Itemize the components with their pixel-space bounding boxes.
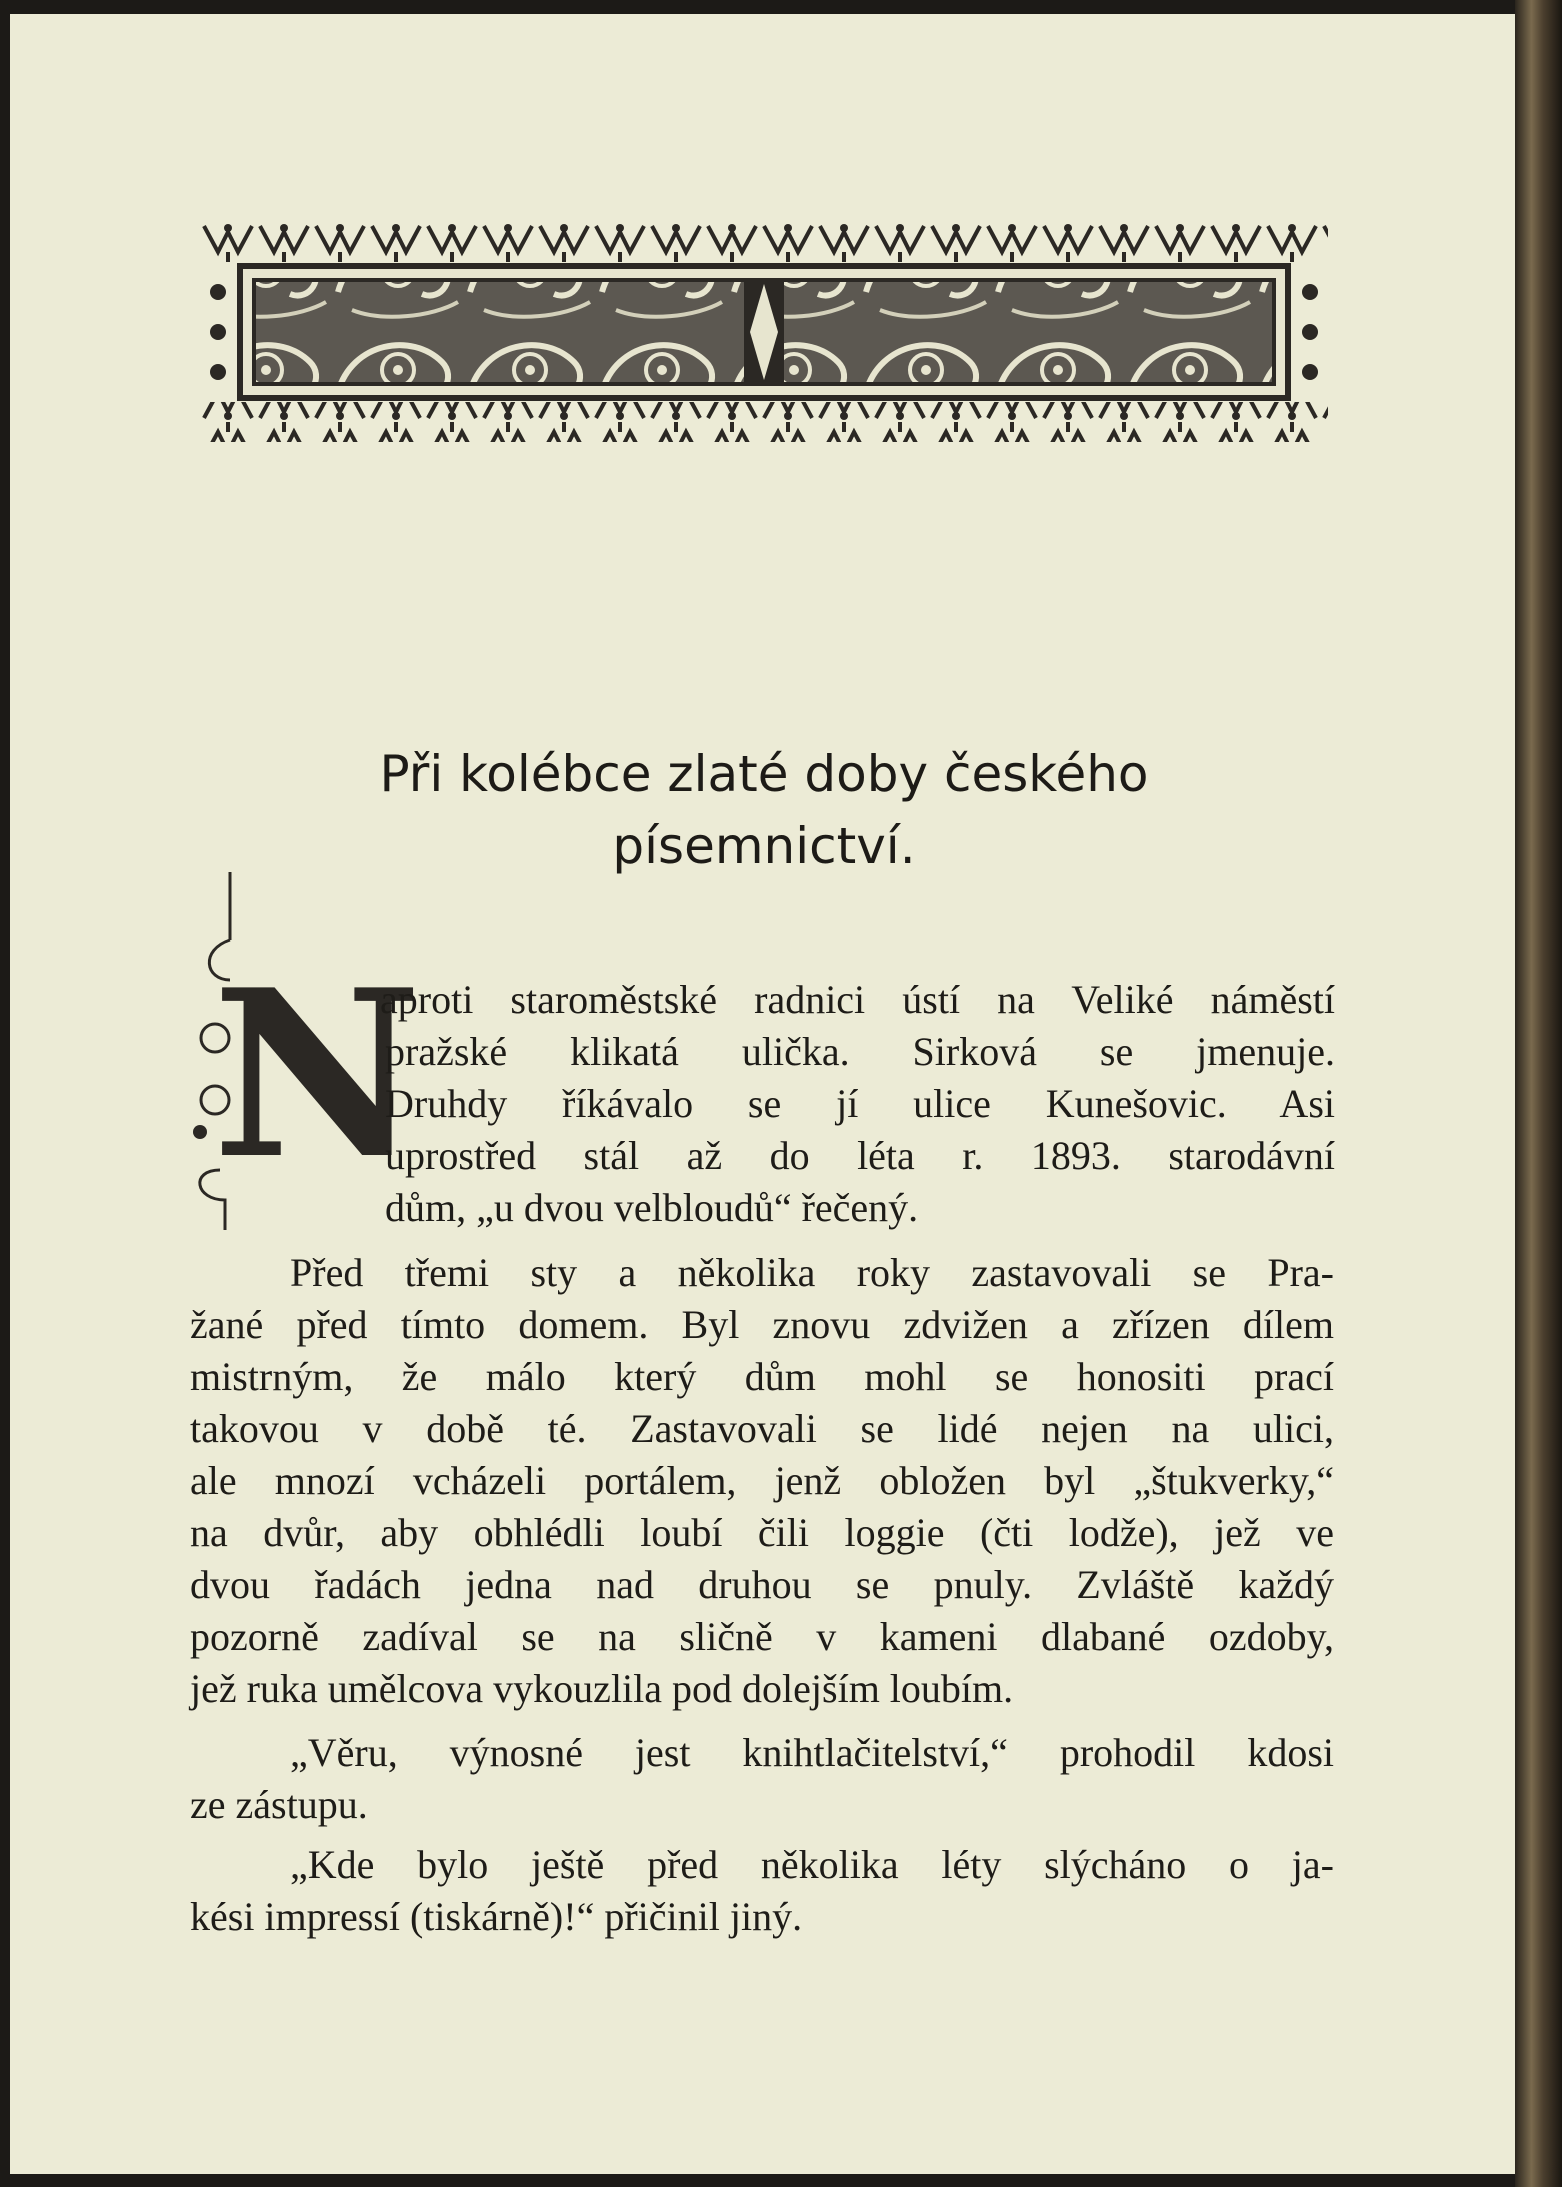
paragraph-1-line: Druhdy říkávalo se jí ulice Kunešovic. Asi (385, 1081, 1335, 1126)
paragraph-2-line: jež ruka umělcova vykouzlila pod dolejším loubím. (190, 1666, 1014, 1711)
paragraph-2-line: mistrným, že málo který dům mohl se honositi prací (190, 1354, 1334, 1399)
book-spine (1515, 0, 1562, 2187)
decorated-initial (190, 870, 423, 1230)
paragraph-2 (190, 1247, 1334, 1715)
paragraph-4-line: kési impressí (tiskárně)!“ přičinil jiný. (190, 1894, 803, 1939)
chapter-title (200, 738, 1328, 882)
paragraph-1-line: aproti staroměstské radnici ústí na Veliké náměstí (380, 977, 1335, 1022)
paragraph-3-line: ze zástupu. (190, 1782, 368, 1827)
paragraph-2-line: ale mnozí vcházeli portálem, jenž obložen byl „štukverky,“ (190, 1458, 1334, 1503)
paragraph-2-line: Před třemi sty a několika roky zastavovali se Pra- (290, 1250, 1334, 1295)
paragraph-2-line: pozorně zadíval se na sličně v kameni dlabané ozdoby, (190, 1614, 1334, 1659)
paragraph-2-line: na dvůr, aby obhlédli loubí čili loggie (čti lodže), jež ve (190, 1510, 1334, 1555)
initial-letter: N (212, 940, 423, 1210)
paragraph-2-line: dvou řadách jedna nad druhou se pnuly. Zvláště každý (190, 1562, 1334, 1607)
paragraph-4 (190, 1839, 1334, 1943)
paragraph-1 (380, 974, 1335, 1234)
ornamental-headpiece (200, 222, 1328, 442)
paragraph-3-line: „Věru, výnosné jest knihtlačitelství,“ prohodil kdosi (290, 1730, 1334, 1775)
chapter-title-line-2: písemnictví. (612, 817, 916, 875)
paragraph-1-line: uprostřed stál až do léta r. 1893. starodávní (385, 1133, 1335, 1178)
chapter-title-line-1: Při kolébce zlaté doby českého (379, 745, 1149, 803)
paragraph-4-line: „Kde bylo ještě před několika léty slýcháno o ja- (290, 1842, 1334, 1887)
paragraph-2-line: takovou v době té. Zastavovali se lidé nejen na ulici, (190, 1406, 1334, 1451)
paragraph-1-line: dům, „u dvou velbloudů“ řečený. (385, 1185, 919, 1230)
paragraph-2-line: žané před tímto domem. Byl znovu zdvižen a zřízen dílem (190, 1302, 1334, 1347)
paragraph-1-line: pražské klikatá ulička. Sirková se jmenuje. (385, 1029, 1335, 1074)
paragraph-3 (190, 1727, 1334, 1831)
